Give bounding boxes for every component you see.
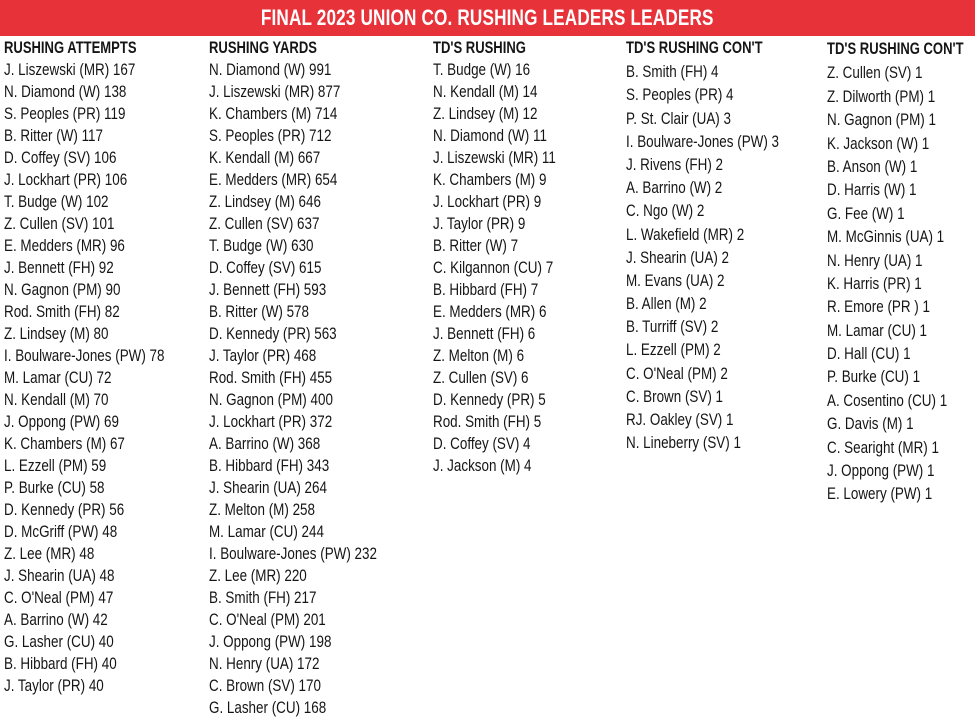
leader-entry: P. Burke (CU) 58 [4, 478, 105, 497]
leader-entry: E. Medders (MR) 654 [209, 170, 338, 189]
leader-entry: B. Ritter (W) 578 [209, 302, 310, 321]
leader-entry: N. Kendall (M) 14 [433, 82, 538, 101]
leader-entry: B. Hibbard (FH) 7 [433, 280, 539, 299]
leader-entry: J. Liszewski (MR) 11 [433, 148, 556, 167]
leader-entry: J. Liszewski (MR) 167 [4, 60, 136, 79]
column-rushing-yards [209, 37, 422, 719]
leader-entry: N. Diamond (W) 11 [433, 126, 547, 145]
column-tds-rushing [433, 37, 589, 477]
leader-entry: A. Barrino (W) 368 [209, 434, 321, 453]
leader-entry: Z. Melton (M) 6 [433, 346, 525, 365]
leader-entry: Rod. Smith (FH) 5 [433, 412, 542, 431]
leader-entry: G. Lasher (CU) 40 [4, 632, 114, 651]
leader-entry: D. Kennedy (PR) 5 [433, 390, 546, 409]
leader-entry: C. Brown (SV) 1 [626, 386, 724, 406]
leader-entry: G. Davis (M) 1 [827, 414, 914, 434]
leader-entry: I. Boulware-Jones (PW) 3 [626, 131, 780, 151]
leader-entry: RJ. Oakley (SV) 1 [626, 410, 734, 429]
leader-entry: J. Oppong (PW) 69 [4, 412, 119, 431]
leader-entry: M. Evans (UA) 2 [626, 270, 725, 290]
leader-entry: S. Peoples (PR) 4 [626, 85, 734, 105]
leader-entry: J. Lockhart (PR) 372 [209, 412, 333, 431]
leader-entry: K. Chambers (M) 714 [209, 104, 338, 123]
leader-entry: J. Bennett (FH) 92 [4, 258, 114, 277]
leader-entry: J. Lockhart (PR) 106 [4, 170, 128, 189]
leader-entry: K. Jackson (W) 1 [827, 133, 930, 153]
leader-entry: P. Burke (CU) 1 [827, 367, 921, 387]
leader-entry: N. Gagnon (PM) 400 [209, 390, 333, 409]
leader-entry: J. Rivens (FH) 2 [626, 154, 724, 174]
leader-entry: B. Smith (FH) 217 [209, 588, 317, 607]
leader-entry: Rod. Smith (FH) 455 [209, 368, 333, 387]
leader-entry: B. Anson (W) 1 [827, 156, 918, 176]
leader-entry: K. Chambers (M) 67 [4, 434, 125, 453]
leader-entry: J. Lockhart (PR) 9 [433, 192, 542, 211]
leader-entry: N. Kendall (M) 70 [4, 390, 109, 409]
leader-entry: Rod. Smith (FH) 82 [4, 302, 120, 321]
leader-entry: B. Smith (FH) 4 [626, 62, 719, 82]
leader-entry: R. Emore (PR ) 1 [827, 297, 930, 317]
leader-entry: T. Budge (W) 630 [209, 236, 314, 255]
leader-entry: J. Shearin (UA) 264 [209, 478, 327, 497]
leader-entry: D. McGriff (PW) 48 [4, 522, 118, 541]
leader-entry: N. Diamond (W) 991 [209, 60, 332, 79]
title-banner [0, 0, 975, 36]
column-heading: TD'S RUSHING CON'T [626, 39, 763, 57]
leader-entry: Z. Cullen (SV) 1 [827, 63, 923, 83]
leader-entry: J. Taylor (PR) 40 [4, 676, 104, 695]
leader-entry: N. Gagnon (PM) 1 [827, 110, 936, 130]
leader-entry: D. Kennedy (PR) 56 [4, 500, 125, 519]
leader-entry: J. Bennett (FH) 6 [433, 324, 536, 343]
leader-entry: C. O'Neal (PM) 2 [626, 363, 728, 383]
leader-entry: N. Henry (UA) 172 [209, 654, 320, 673]
leader-entry: Z. Dilworth (PM) 1 [827, 86, 936, 106]
leader-entry: D. Harris (W) 1 [827, 180, 917, 200]
leader-entry: D. Coffey (SV) 4 [433, 434, 531, 453]
leader-entry: N. Gagnon (PM) 90 [4, 280, 121, 299]
leader-entry: N. Diamond (W) 138 [4, 82, 127, 101]
leader-entry: J. Taylor (PR) 9 [433, 214, 526, 233]
leader-entry: B. Turriff (SV) 2 [626, 317, 719, 337]
leader-entry: C. Kilgannon (CU) 7 [433, 258, 554, 277]
leader-entry: B. Ritter (W) 117 [4, 126, 104, 145]
leader-entry: T. Budge (W) 102 [4, 192, 109, 211]
leader-entry: L. Ezzell (PM) 59 [4, 456, 107, 475]
leader-entry: A. Barrino (W) 42 [4, 610, 108, 629]
leader-entry: L. Wakefield (MR) 2 [626, 224, 745, 244]
leader-entry: J. Shearin (UA) 48 [4, 566, 115, 585]
leader-entry: J. Oppong (PW) 198 [209, 632, 332, 651]
leader-entry: E. Lowery (PW) 1 [827, 484, 933, 504]
leader-entry: M. Lamar (CU) 72 [4, 368, 112, 387]
leader-entry: D. Kennedy (PR) 563 [209, 324, 337, 343]
leader-entry: Z. Cullen (SV) 101 [4, 214, 115, 233]
leader-entry: J. Taylor (PR) 468 [209, 346, 317, 365]
column-tds-rushing-cont-1 [626, 37, 820, 454]
page-title: FINAL 2023 UNION CO. RUSHING LEADERS LEADERS [261, 5, 714, 30]
leader-entry: G. Lasher (CU) 168 [209, 698, 327, 717]
leader-entry: M. Lamar (CU) 1 [827, 320, 927, 340]
leader-entry: C. Searight (MR) 1 [827, 437, 939, 457]
leader-entry: K. Harris (PR) 1 [827, 273, 922, 293]
leader-entry: E. Medders (MR) 6 [433, 302, 547, 321]
leader-entry: Z. Lindsey (M) 646 [209, 192, 321, 211]
leader-entry: K. Chambers (M) 9 [433, 170, 547, 189]
column-heading: RUSHING YARDS [209, 39, 317, 57]
leader-entry: E. Medders (MR) 96 [4, 236, 125, 255]
column-heading: RUSHING ATTEMPTS [4, 39, 137, 57]
leader-entry: I. Boulware-Jones (PW) 232 [209, 544, 377, 563]
leader-entry: D. Hall (CU) 1 [827, 344, 911, 364]
column-heading: TD'S RUSHING [433, 39, 526, 57]
leader-entry: B. Ritter (W) 7 [433, 236, 519, 255]
leader-entry: G. Fee (W) 1 [827, 203, 905, 223]
leader-entry: B. Allen (M) 2 [626, 294, 707, 314]
leader-entry: M. Lamar (CU) 244 [209, 522, 324, 541]
leader-entry: N. Henry (UA) 1 [827, 250, 923, 270]
leader-entry: K. Kendall (M) 667 [209, 148, 321, 167]
leader-entry: Z. Lee (MR) 220 [209, 566, 307, 585]
leader-entry: I. Boulware-Jones (PW) 78 [4, 346, 165, 365]
leader-entry: B. Hibbard (FH) 40 [4, 654, 117, 673]
leader-entry: D. Coffey (SV) 615 [209, 258, 322, 277]
leader-entry: J. Jackson (M) 4 [433, 456, 532, 475]
leader-entry: J. Shearin (UA) 2 [626, 247, 730, 267]
leader-entry: S. Peoples (PR) 119 [4, 104, 126, 123]
leader-entry: B. Hibbard (FH) 343 [209, 456, 330, 475]
leader-entry: T. Budge (W) 16 [433, 60, 531, 79]
leader-entry: Z. Lindsey (M) 12 [433, 104, 538, 123]
leader-entry: D. Coffey (SV) 106 [4, 148, 117, 167]
leader-entry: C. Ngo (W) 2 [626, 201, 705, 221]
column-tds-rushing-cont-2 [827, 38, 975, 506]
leader-entry: Z. Cullen (SV) 637 [209, 214, 320, 233]
column-heading: TD'S RUSHING CON'T [827, 40, 964, 58]
leader-entry: L. Ezzell (PM) 2 [626, 340, 721, 360]
leader-entry: J. Bennett (FH) 593 [209, 280, 327, 299]
leader-entry: Z. Melton (M) 258 [209, 500, 315, 519]
leader-entry: S. Peoples (PR) 712 [209, 126, 332, 145]
leader-entry: Z. Lindsey (M) 80 [4, 324, 109, 343]
leader-entry: J. Oppong (PW) 1 [827, 461, 935, 481]
leader-entry: A. Cosentino (CU) 1 [827, 390, 948, 410]
leader-entry: Z. Cullen (SV) 6 [433, 368, 529, 387]
leader-entry: C. O'Neal (PM) 47 [4, 588, 114, 607]
leader-entry: P. St. Clair (UA) 3 [626, 108, 731, 128]
leader-entry: Z. Lee (MR) 48 [4, 544, 95, 563]
leader-entry: A. Barrino (W) 2 [626, 178, 723, 198]
column-rushing-attempts [4, 37, 207, 697]
leader-entry: J. Liszewski (MR) 877 [209, 82, 341, 101]
leader-entry: C. Brown (SV) 170 [209, 676, 321, 695]
leader-entry: M. McGinnis (UA) 1 [827, 227, 945, 247]
leader-entry: N. Lineberry (SV) 1 [626, 433, 741, 453]
leader-entry: C. O'Neal (PM) 201 [209, 610, 326, 629]
